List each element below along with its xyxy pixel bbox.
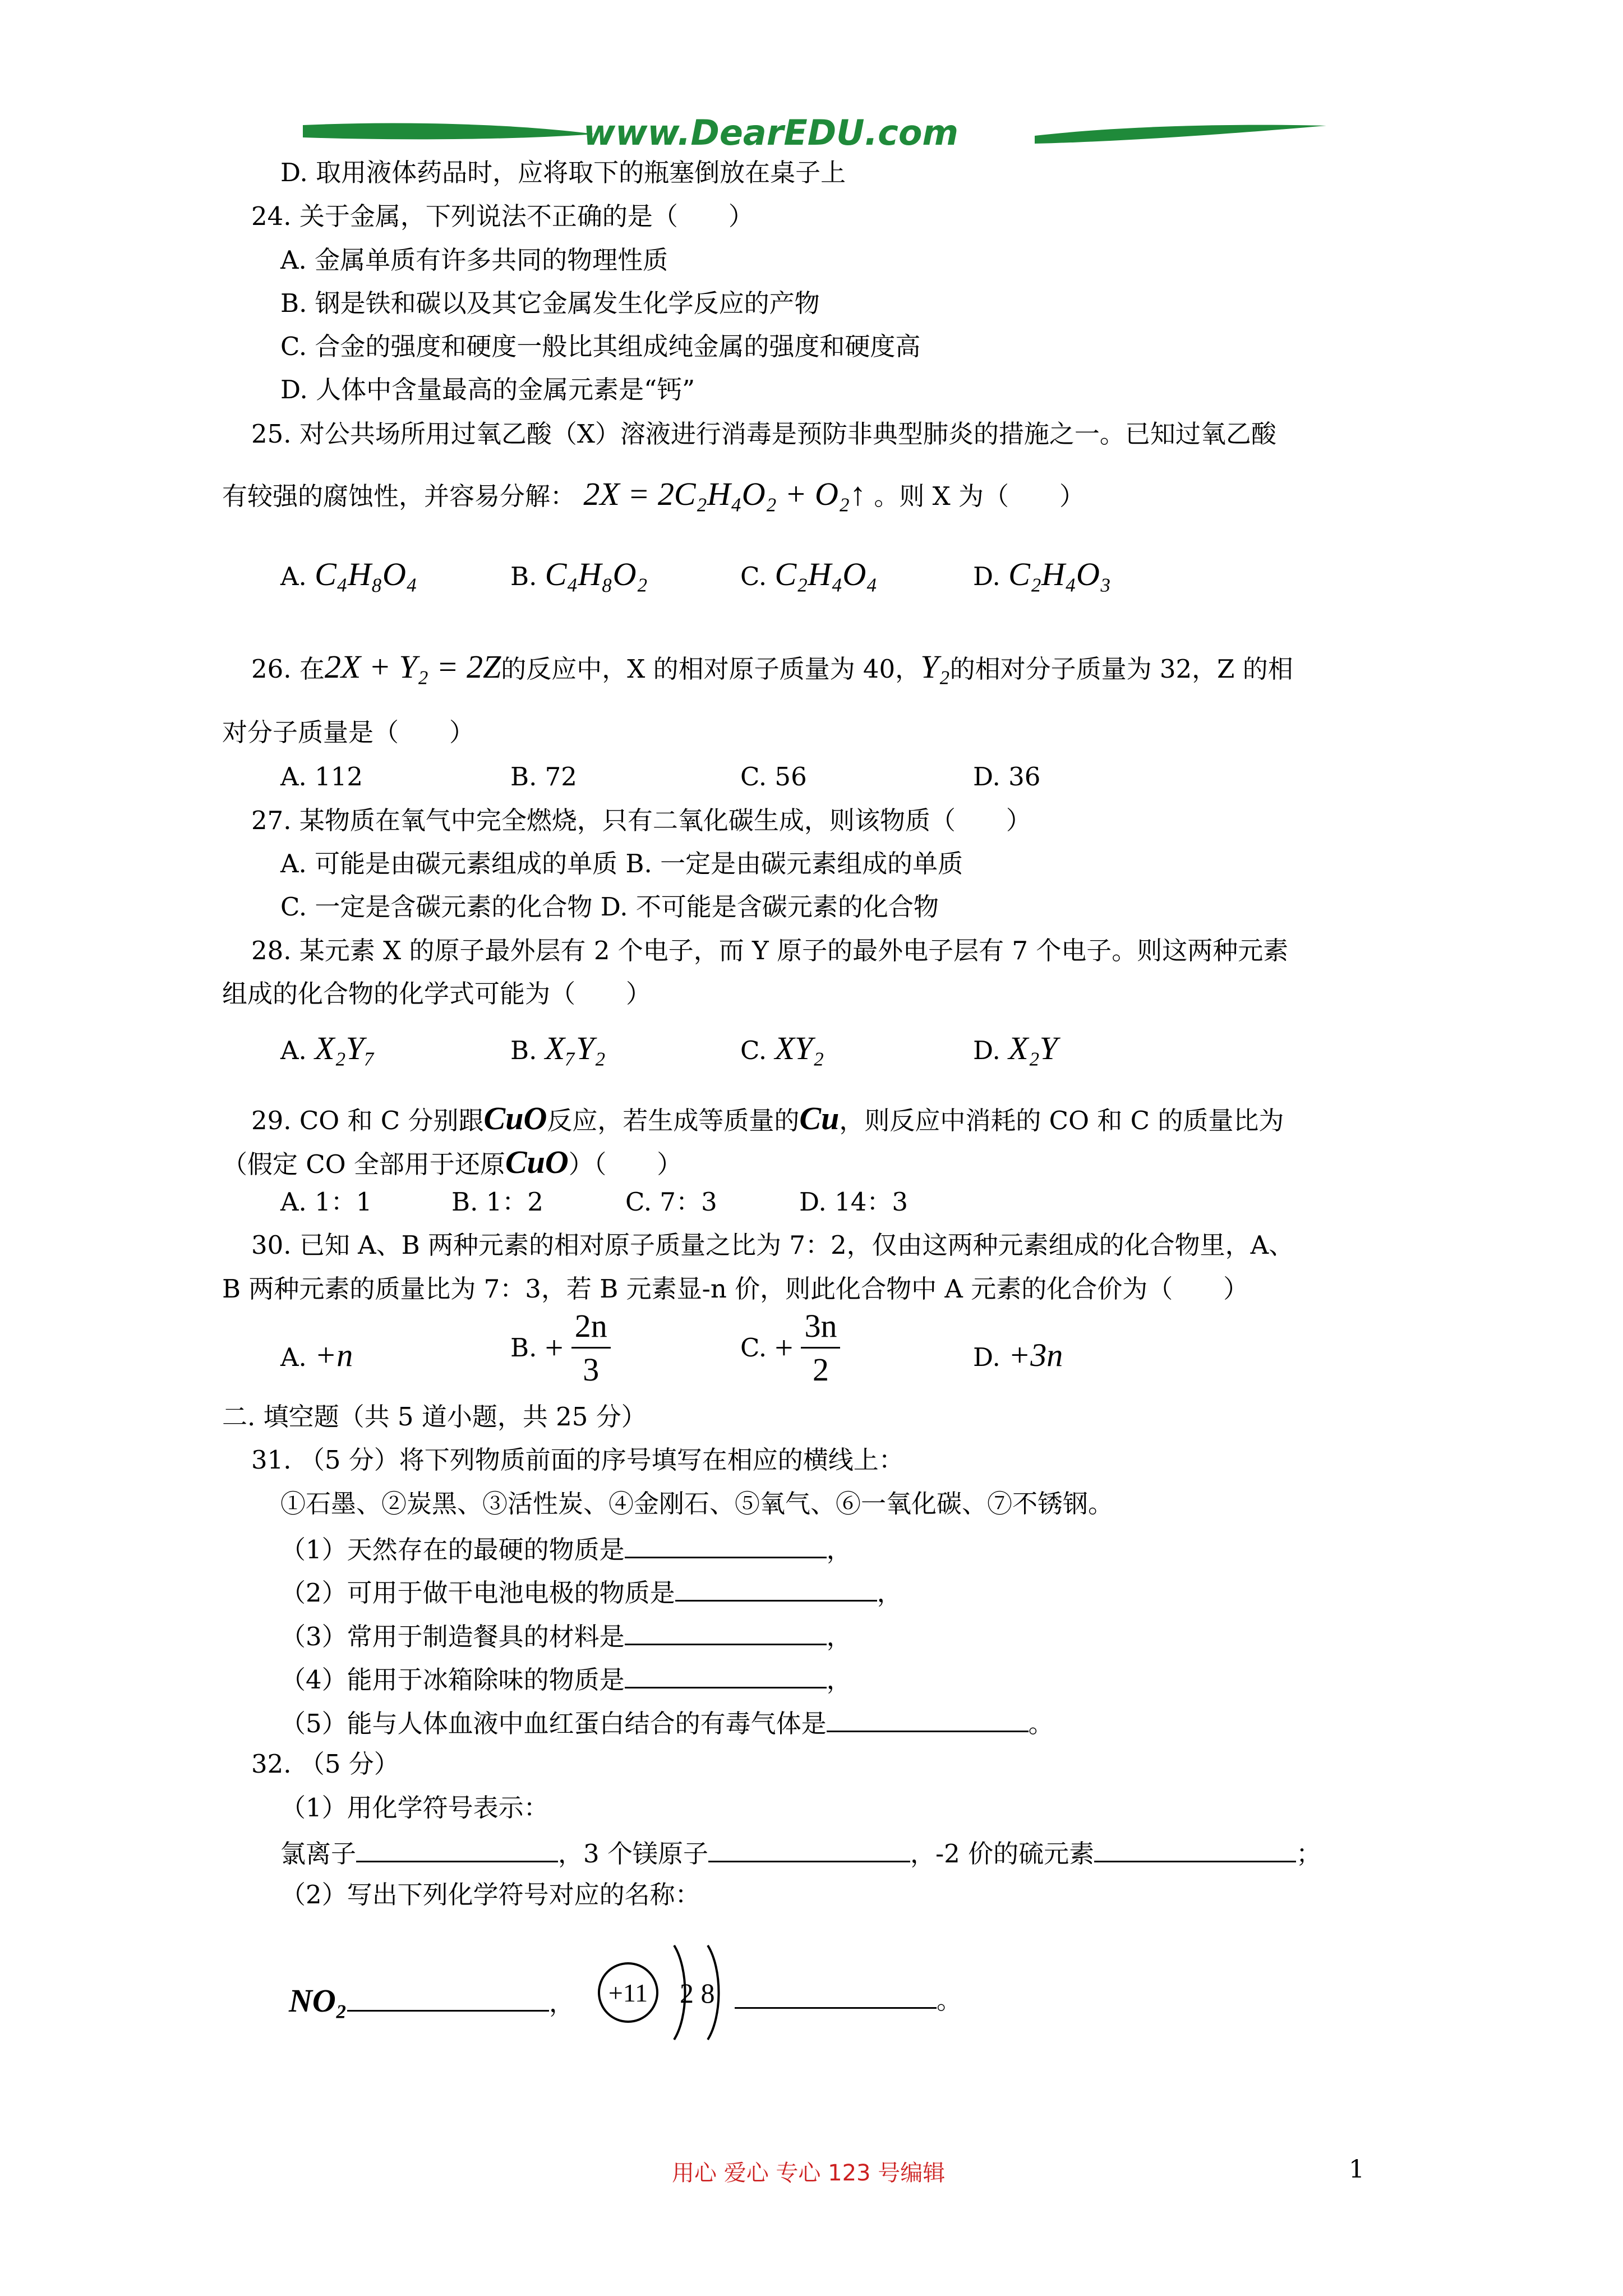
q32-sulfur-blank[interactable]	[1094, 1838, 1296, 1862]
q30-option-b-numerator: 2n	[571, 1307, 611, 1349]
q26-option-d: D. 36	[973, 762, 1041, 792]
q32-magnesium-label: ，3 个镁原子	[558, 1839, 708, 1869]
q30-options	[280, 1307, 1290, 1402]
q26-text-post: 的相对分子质量为 32，Z 的相	[949, 654, 1293, 684]
q27-options-cd: C. 一定是含碳元素的化合物 D. 不可能是含碳元素的化合物	[280, 892, 939, 922]
header-swoosh-left	[303, 115, 594, 149]
q29-text-pre: 29. CO 和 C 分别跟	[251, 1106, 484, 1135]
q31-item-1-blank[interactable]	[625, 1534, 827, 1558]
q30-option-c-numerator: 3n	[801, 1307, 840, 1349]
q31-item-4-blank[interactable]	[625, 1664, 827, 1688]
q30-option-c-label: C.	[740, 1333, 767, 1363]
q31-item-3-comma: ，	[826, 1622, 852, 1651]
q29-stem	[251, 1102, 1284, 1135]
q24-stem: 24. 关于金属，下列说法不正确的是（ ）	[251, 201, 754, 231]
q24-option-a: A. 金属单质有许多共同的物理性质	[280, 245, 668, 275]
q29-option-a: A. 1：1	[280, 1187, 372, 1217]
q29-text-post: ，则反应中消耗的 CO 和 C 的质量比为	[839, 1106, 1284, 1135]
header-swoosh-right	[1035, 119, 1326, 153]
q25-text-pre: 有较强的腐蚀性，并容易分解：	[222, 481, 576, 511]
q31-item-5	[280, 1708, 1054, 1736]
q32-no2-comma: ，	[549, 1988, 575, 2018]
q30-option-b-fraction	[571, 1307, 611, 1388]
q30-option-d-label: D.	[973, 1342, 1000, 1372]
q31-item-5-period: 。	[1028, 1709, 1054, 1738]
q26-option-a: A. 112	[280, 762, 363, 792]
q25-equation: 2X = 2C₂H₄O₂ + O₂↑	[583, 476, 866, 512]
q30-stem-line2: B 两种元素的质量比为 7：3，若 B 元素显-n 价，则此化合物中 A 元素的化合价为（ ）	[222, 1274, 1249, 1304]
q30-option-c-fraction	[801, 1307, 840, 1388]
q32-atom-blank[interactable]	[735, 1985, 937, 2009]
q29-option-b: B. 1：2	[451, 1187, 543, 1217]
q31-item-1	[280, 1534, 852, 1565]
q30-stem: 30. 已知 A、B 两种元素的相对原子质量之比为 7：2，仅由这两种元素组成的化合物里，A、	[251, 1230, 1294, 1260]
q28-option-b-label: B.	[510, 1036, 537, 1065]
q25-stem: 25. 对公共场所用过氧乙酸（X）溶液进行消毒是预防非典型肺炎的措施之一。已知过氧乙酸	[251, 419, 1276, 449]
q32-magnesium-blank[interactable]	[708, 1838, 910, 1862]
q28-option-d-label: D.	[973, 1036, 1000, 1065]
header-site-logo: www.DearEDU.com	[583, 112, 959, 153]
q28-option-a-formula: X₂Y₇	[315, 1030, 376, 1066]
q32-sulfur-label: ，-2 价的硫元素	[910, 1839, 1095, 1869]
q25-option-b-formula: C₄H₈O₂	[545, 556, 648, 592]
atom-shell-electrons: 2 8	[680, 1977, 715, 2009]
q30-option-a-value: +n	[315, 1337, 353, 1373]
q25-option-a-formula: C₄H₈O₄	[315, 556, 418, 592]
q31-item-3	[280, 1621, 852, 1649]
q26-text-pre: 26. 在	[251, 654, 325, 684]
q30-option-c-sign: +	[774, 1329, 794, 1366]
q31-item-3-text: （3）常用于制造餐具的材料是	[280, 1622, 625, 1651]
q32-atom-period: 。	[937, 1985, 962, 2015]
q30-option-d-value: +3n	[1008, 1337, 1063, 1373]
q32-no2-formula: NO₂	[289, 1982, 347, 2019]
q29b-cuo: CuO	[505, 1144, 569, 1180]
q28-option-a-label: A.	[280, 1036, 307, 1065]
q30-option-b-denominator: 3	[583, 1351, 600, 1388]
q25-option-b-label: B.	[510, 562, 537, 591]
q31-item-2	[280, 1577, 902, 1608]
q26-text-mid: 的反应中，X 的相对原子质量为 40，	[501, 654, 921, 684]
q32-part2: （2）写出下列化学符号对应的名称：	[280, 1880, 700, 1910]
q32-part1-blanks	[280, 1838, 1322, 1869]
q26-equation: 2X + Y₂ = 2Z	[324, 648, 501, 685]
q32-part1-end: ；	[1296, 1839, 1322, 1869]
q32-no2-blank[interactable]	[347, 1987, 549, 2012]
q23-option-d: D. 取用液体药品时，应将取下的瓶塞倒放在桌子上	[280, 158, 846, 187]
atom-nucleus-charge: +11	[608, 1978, 648, 2007]
q28-option-c-label: C.	[740, 1036, 767, 1065]
q27-stem: 27. 某物质在氧气中完全燃烧，只有二氧化碳生成，则该物质（ ）	[251, 806, 1031, 835]
page-number: 1	[1349, 2155, 1364, 2184]
q24-option-b: B. 钢是铁和碳以及其它金属发生化学反应的产物	[280, 288, 820, 318]
section-2-heading: 二. 填空题（共 5 道小题，共 25 分）	[222, 1402, 647, 1432]
q29-text-mid: 反应，若生成等质量的	[547, 1106, 800, 1135]
q29-option-c: C. 7：3	[625, 1187, 717, 1217]
q32-atom-answer	[735, 1985, 962, 2013]
q24-option-d: D. 人体中含量最高的金属元素是“钙”	[280, 375, 695, 404]
q32-part1: （1）用化学符号表示：	[280, 1793, 549, 1823]
q26-stem	[251, 648, 1293, 685]
footer-text: 用心 爱心 专心 123 号编辑	[672, 2160, 946, 2186]
q24-option-c: C. 合金的强度和硬度一般比其组成纯金属的强度和硬度高	[280, 332, 921, 361]
q31-item-3-blank[interactable]	[625, 1621, 827, 1645]
q25-stem-line2	[222, 478, 1085, 510]
q31-item-1-text: （1）天然存在的最硬的物质是	[280, 1535, 625, 1565]
q25-text-post: 。则 X 为（ ）	[874, 481, 1085, 511]
q25-option-c-formula: C₂H₄O₄	[774, 556, 878, 592]
q29-option-d: D. 14：3	[799, 1187, 908, 1217]
q30-option-b-label: B.	[510, 1333, 537, 1363]
q31-item-4	[280, 1664, 852, 1695]
q32-chloride-label: 氯离子	[280, 1839, 357, 1869]
q28-option-d-formula: X₂Y	[1008, 1030, 1058, 1066]
q32-chloride-blank[interactable]	[356, 1838, 558, 1862]
q32-no2-row	[289, 1982, 575, 2019]
q25-option-d-formula: C₂H₄O₃	[1008, 556, 1112, 592]
q32-stem: 32. （5 分）	[251, 1749, 399, 1779]
q29-stem-line2	[222, 1146, 682, 1179]
q25-option-c-label: C.	[740, 562, 767, 591]
q29-cuo: CuO	[483, 1100, 547, 1137]
q28-option-b-formula: X₇Y₂	[545, 1030, 606, 1066]
q31-item-2-blank[interactable]	[675, 1577, 877, 1602]
q28-stem: 28. 某元素 X 的原子最外层有 2 个电子，而 Y 原子的最外电子层有 7 个电子。则这两种元素	[251, 936, 1289, 965]
q28-stem-line2: 组成的化合物的化学式可能为（ ）	[222, 979, 652, 1009]
q31-item-4-text: （4）能用于冰箱除味的物质是	[280, 1665, 625, 1695]
q31-item-1-comma: ，	[826, 1535, 852, 1565]
q26-option-b: B. 72	[510, 762, 577, 792]
q26-option-c: C. 56	[740, 762, 807, 792]
q30-option-b-sign: +	[545, 1329, 564, 1366]
q26-y2: Y₂	[920, 648, 950, 685]
q25-option-a-label: A.	[280, 562, 307, 591]
q31-list: ①石墨、②炭黑、③活性炭、④金刚石、⑤氧气、⑥一氧化碳、⑦不锈钢。	[280, 1489, 1114, 1519]
q30-option-c-denominator: 2	[812, 1351, 829, 1388]
q31-item-2-comma: ，	[877, 1578, 902, 1608]
q31-item-5-blank[interactable]	[827, 1708, 1029, 1732]
q31-item-4-comma: ，	[826, 1665, 852, 1695]
q29b-text-post: ）（ ）	[568, 1149, 683, 1179]
q28-option-c-formula: XY₂	[774, 1030, 824, 1066]
q29-cu: Cu	[799, 1100, 840, 1137]
q31-stem: 31. （5 分）将下列物质前面的序号填写在相应的横线上：	[251, 1445, 904, 1475]
q31-item-5-text: （5）能与人体血液中血红蛋白结合的有毒气体是	[280, 1709, 827, 1738]
q30-option-a-label: A.	[280, 1342, 307, 1372]
q31-item-2-text: （2）可用于做干电池电极的物质是	[280, 1578, 675, 1608]
q27-options-ab: A. 可能是由碳元素组成的单质 B. 一定是由碳元素组成的单质	[280, 849, 963, 878]
q29b-text-pre: （假定 CO 全部用于还原	[222, 1149, 505, 1179]
q26-stem-line2: 对分子质量是（ ）	[222, 717, 475, 747]
q25-option-d-label: D.	[973, 562, 1000, 591]
sodium-atom-diagram	[594, 1930, 729, 2053]
